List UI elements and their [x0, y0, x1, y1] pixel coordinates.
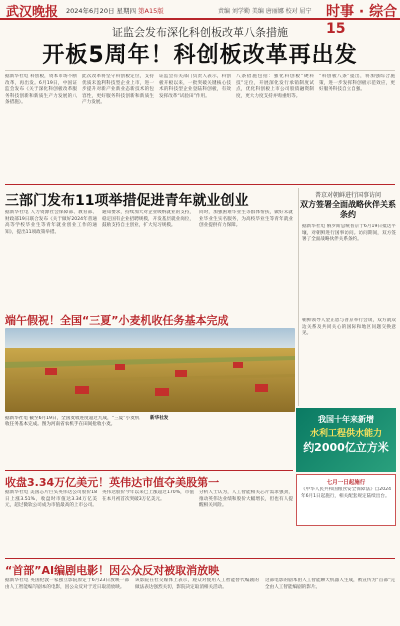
column-divider — [298, 188, 299, 406]
harvest-caption: 据新华社电 截至6月19日，全国麦收进度超过九成，“三夏”小麦机收任务基本完成。图为河南省农机手在田间抢收小麦。 — [5, 416, 140, 427]
harvest-illustration — [5, 328, 295, 412]
section-title: 时事 · 综合15 — [326, 4, 398, 37]
ai-film-column-2: 该影院在社交媒体上表示，观众对使用人工智能替代编剧的做法表达强烈关切，影院决定取消相关活动。 — [135, 578, 259, 590]
sidebar-kicker: 普京对朝鲜进行国事访问 — [314, 192, 381, 199]
editors-credit: 责编 刘学勤 美编 唐丽娜 校对 屈宁 — [218, 8, 312, 15]
top-story-column-4: 八条措施包括：强化科创板“硬科技”定位，开展深化发行承销制度试点，优化科创板上市公司股债融资制度，更大力度支持并购重组等。 — [236, 74, 314, 99]
sidebar-headline: 双方签署全面战略伙伴关系条约 — [300, 200, 396, 219]
top-story-kicker: 证监会发布深化科创板改革八条措施 — [112, 26, 288, 39]
page-number: 第A15版 — [138, 7, 164, 15]
top-story-column-1: 据新华社电 科创板，资本市场不断改革，再出发。6月19日，中国证监会发布《关于深化科创板改革服务科技创新和新质生产力发展的八条措施》。 — [5, 74, 77, 106]
info-box — [296, 474, 396, 526]
jobs-column-2: 通知要求，持续加大对企业吸纳就业的支持，稳定国有企业招聘规模，开发基层就业岗位，鼓励支持自主创业，扩大见习规模。 — [102, 210, 194, 229]
jobs-column-3: 同时，加强困难毕业生等群体帮扶，做好未就业毕业生实名服务，为高校毕业生等青年就业创业提供有力保障。 — [199, 210, 293, 229]
jobs-column-1: 据新华社电 人力资源社会保障部、教育部、财政部19日联合发布《关于做好2024年普通高等学校毕业生等青年就业创业工作的通知》，提出11项政策举措。 — [5, 210, 97, 235]
stocks-column-3: 分析人士认为，人工智能相关芯片需求强劲，推动英伟达业绩和股价大幅增长，但也有人提醒相关风险。 — [199, 490, 293, 509]
divider — [5, 70, 395, 71]
top-story-column-2: 此次改革将坚守科创板定位，支持优质未盈利科技型企业上市，进一步提升对新产业新业态新技术的包容性，更好服务科技创新和新质生产力发展。 — [82, 74, 154, 106]
issue-date: 2024年6月20日 星期四 — [66, 7, 137, 15]
ad-line-2: 水利工程供水能力 — [309, 429, 382, 439]
top-story-column-3: 证监会有关部门负责人表示，科创板开板以来，一批突破关键核心技术的科技型企业登陆科创板，有效发挥改革“试验田”作用。 — [159, 74, 231, 99]
section-rule — [5, 558, 395, 559]
water-infrastructure-ad — [296, 408, 396, 472]
sidebar-text-2: 朝鲜领导人金正恩与普京举行会谈，双方就双边关系及共同关心的国际和地区问题交换意见。 — [302, 318, 396, 337]
top-story-headline: 开板5周年！科创板改革再出发 — [42, 43, 358, 68]
stocks-headline: 收盘3.34万亿美元！英伟达市值夺美股第一 — [5, 476, 220, 489]
ai-film-column-1: 据新华社电 英国伦敦一家独立影院原定于6月23日放映一部由人工智能编写剧本的电影，因公众反对于近日取消放映。 — [5, 578, 129, 590]
newspaper-brand: 武汉晚报 — [6, 5, 59, 20]
top-story-column-5: “科创板八条”提出，将加强综合施策，进一步发挥科创板示范效应，更好服务科技自立自强。 — [319, 74, 395, 93]
stocks-column-2: 英伟达股价今年以来已上涨超过170%，市值在本月初首次突破3万亿美元。 — [102, 490, 194, 502]
info-box-title: 七月一日起施行 — [326, 480, 366, 486]
jobs-headline: 三部门发布11项举措促进青年就业创业 — [5, 193, 249, 209]
section-rule — [5, 470, 293, 471]
section-rule — [5, 184, 395, 185]
ad-line-1: 我国十年来新增 — [318, 415, 374, 424]
stocks-column-1: 据新华社电 美国芯片巨头英伟达公司股价18日上涨3.51%，收盘时市值达3.34万亿美元，超过微软公司成为市值最高的上市公司。 — [5, 490, 97, 509]
ai-film-column-3: 这部电影的剧本由人工智能聊天机器人生成，被宣传为“首部”完全由人工智能编剧的影片。 — [265, 578, 395, 590]
sidebar-text: 据新华社电 俄罗斯总统普京于6月19日抵达平壤，对朝鲜进行国事访问。访问期间，双方签署了全面战略伙伴关系条约。 — [302, 224, 396, 243]
ad-line-3: 约2000亿立方米 — [303, 441, 389, 454]
ai-film-headline: “首部”AI编剧电影！因公众反对被取消放映 — [5, 564, 220, 577]
harvest-headline: 端午假祝！全国“三夏”小麦机收任务基本完成 — [5, 314, 229, 327]
wheat-field-photo — [5, 328, 295, 412]
photo-credit: 新华社发 — [150, 416, 169, 421]
info-box-text: 《中华人民共和国粮食安全保障法》自2024年6月1日起施行，相关配套规定陆续出台。 — [301, 487, 391, 499]
